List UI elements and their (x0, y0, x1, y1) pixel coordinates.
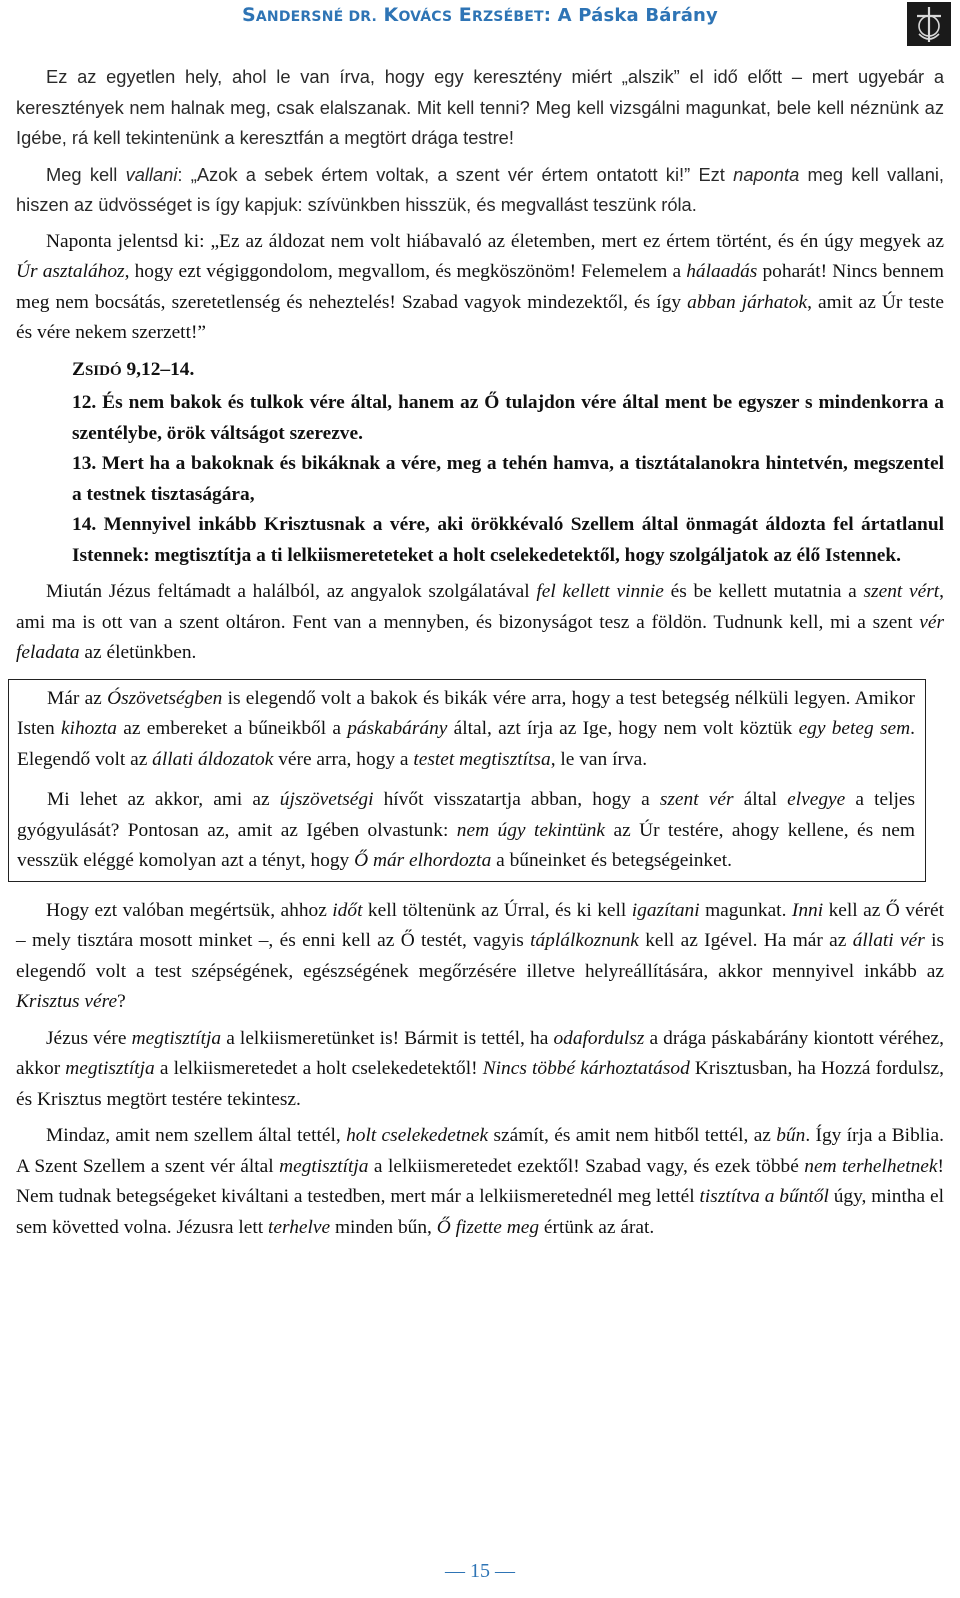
text: kell az Igével. Ha már az (638, 930, 853, 951)
emphasis: megtisztítja (65, 1058, 155, 1079)
emphasis: kihozta (60, 718, 117, 739)
boxed-section (8, 679, 926, 882)
text: kell az Ő vérét – mely tisztára mosott minket –, és enni kell az Ő testét, vagyis (16, 899, 945, 951)
emphasis: odafordulsz (553, 1027, 645, 1049)
text: által, azt írja az Ige, hogy nem volt köztük (447, 718, 799, 739)
emphasis: fel kellett vinnie (536, 581, 664, 602)
emphasis: táplálkoznunk (530, 930, 639, 951)
emphasis: időt (332, 899, 363, 921)
emphasis: testet megtisztítsa (413, 748, 551, 770)
ref-number: 9,12–14. (121, 358, 195, 380)
paragraph-7 (16, 1121, 944, 1243)
emphasis: vallani (125, 163, 178, 185)
page-content (16, 62, 944, 1249)
box-paragraph-2 (17, 785, 915, 877)
ref-book: SIDÓ (84, 362, 122, 379)
emphasis: igazítani (631, 899, 700, 921)
text: kell töltenünk az Úrral, és ki kell (362, 899, 632, 921)
text: Hogy ezt valóban megértsük, ahhoz (46, 899, 333, 921)
verse-12: 12. És nem bakok és tulkok vére által, hanem az Ő tulajdon vére által ment be egyszer s mindenkorra a szentélybe, örök váltságot szerezve. (72, 392, 944, 444)
emphasis: Ószövetségben (107, 687, 223, 709)
emphasis: Krisztus vére (16, 991, 118, 1012)
header-andersne: ANDERSNÉ DR. (255, 9, 378, 25)
text: , ami ma is ott van a szent oltáron. Fent van a mennyben, és bizonyságot tesz a földön. Tudnunk kell, mi a szent (16, 581, 944, 633)
text: , le van írva. (550, 748, 648, 770)
emphasis: abban járhatok (687, 291, 808, 313)
header-s: S (242, 4, 256, 26)
header-k: K (383, 4, 399, 26)
text: Már az (47, 687, 108, 709)
emphasis: páskabárány (347, 718, 448, 739)
ref-initial: Z (72, 358, 85, 380)
text: úgy, mintha el sem követted volna. Jézusra lett (16, 1186, 944, 1238)
text: a teljes gyógyulását? Pontosan az, amit az Igében olvastunk: (17, 789, 916, 841)
text: , hogy ezt végiggondolom, megvallom, és megköszönöm! Felemelem a (124, 261, 687, 282)
emphasis: állati áldozatok (152, 748, 274, 770)
emphasis: tisztítva a bűntől (699, 1186, 829, 1207)
emphasis: terhelve (268, 1216, 331, 1238)
verse-13: 13. Mert ha a bakoknak és bikáknak a vére, meg a tehén hamva, a tisztátalanokra hintetvén, megszentel a testnek tisztaságára, (72, 453, 944, 505)
text: számít, és amit nem hitből tettél, az (488, 1125, 777, 1146)
emphasis: elvegye (787, 789, 846, 810)
text: poharát! Nincs bennem meg nem bocsátás, szeretetlenség és neheztelés! Szabad vagyok mindezektől, és így (16, 261, 944, 313)
text: : „Azok a sebek értem voltak, a szent vér értem ontatott ki!” Ezt (177, 163, 734, 185)
text: Jézus vére (46, 1027, 132, 1049)
emphasis: bűn (776, 1125, 806, 1146)
emphasis: szent vér (659, 789, 734, 810)
header-e: E (458, 4, 472, 26)
page-number: — 15 — (445, 1560, 515, 1582)
emphasis: vér feladata (16, 611, 944, 663)
text: által (733, 789, 788, 810)
running-header (0, 4, 960, 34)
box-paragraph-1 (17, 684, 915, 776)
emphasis: naponta (733, 163, 800, 185)
text: Miután Jézus feltámadt a halálból, az angyalok szolgálatával (46, 581, 537, 602)
text: . Így írja a Biblia. A Szent Szellem a szent vér által (16, 1125, 944, 1177)
scripture-quote (72, 355, 944, 572)
emphasis: egy beteg sem (798, 718, 911, 739)
header-rzsebet: RZSÉBET (471, 9, 544, 25)
text: , amit az Úr teste és vére nekem szerzett!” (16, 291, 944, 343)
paragraph-6 (16, 1024, 944, 1116)
emphasis: újszövetségi (279, 789, 374, 810)
text: minden bűn, (330, 1216, 437, 1238)
text: értünk az árat. (539, 1216, 655, 1238)
emphasis: Inni (791, 899, 824, 921)
text: magunkat. (699, 899, 792, 921)
text: a lelkiismeretedet ezektől! Szabad vagy, és ezek többé (368, 1155, 805, 1177)
text: az embereket a bűneikből a (116, 718, 348, 739)
text: Mindaz, amit nem szellem által tettél, (46, 1125, 347, 1146)
emphasis: Nincs többé kárhoztatásod (482, 1058, 690, 1079)
header-title: : A Páska Bárány (543, 5, 718, 26)
text: és be kellett mutatnia a (663, 581, 864, 602)
header-ovacs: OVÁCS (398, 9, 453, 25)
emphasis: hálaadás (686, 261, 758, 282)
text: Meg kell (46, 163, 126, 185)
text: az életünkben. (79, 642, 197, 663)
cross-logo-icon (907, 2, 951, 46)
emphasis: nem terhelhetnek (804, 1155, 938, 1177)
text: Mi lehet az akkor, ami az (47, 789, 280, 810)
scripture-reference (72, 355, 944, 387)
emphasis: Ő már elhordozta (354, 850, 492, 871)
paragraph-1: Ez az egyetlen hely, ahol le van írva, hogy egy keresztény miért „alszik” el idő előtt – mert ugyebár a keresztények nem halnak meg, csak elalszanak. Mit kell tenni? Meg kell vizsgálni magunkat, bele kell néznünk az Igébe, rá kell tekintenünk a keresztfán a megtört drága testre! (16, 66, 944, 148)
emphasis: szent vért (863, 581, 940, 602)
text: hívőt visszatartja abban, hogy a (373, 789, 660, 810)
verse-14: 14. Mennyivel inkább Krisztusnak a vére, aki örökkévaló Szellem által önmagát áldozta fel ártatlanul Istennek: megtisztítja a ti lelkiismereteteket a holt cselekedetektől, hogy szolgáljatok az élő Istennek. (72, 514, 944, 566)
text: a lelkiismeretünket is! Bármit is tettél, ha (221, 1027, 554, 1049)
text: ! Nem tudnak betegségeket kiváltani a testedben, mert már a lelkiismeretednél meg lettél (16, 1155, 944, 1207)
emphasis: Ő fizette meg (436, 1216, 540, 1238)
text: vére arra, hogy a (273, 748, 414, 770)
paragraph-4 (16, 577, 944, 669)
text: ? (117, 991, 126, 1012)
text: Krisztusban, ha Hozzá fordulsz, és Krisztus megtört testére tekintesz. (16, 1058, 945, 1110)
text: meg kell vallani, hiszen az üdvösséget is így kapjuk: szívünkben hisszük, és megvallást teszünk róla. (16, 163, 944, 215)
emphasis: holt cselekedetnek (346, 1125, 489, 1146)
emphasis: megtisztítja (131, 1027, 222, 1049)
text: az Úr testére, ahogy kellene, és nem vesszük eléggé komolyan azt a tényt, hogy (17, 819, 915, 871)
text: is elegendő volt a test szépségének, egészségének megőrzésére illetve helyreállítására, akkor mennyivel inkább az (16, 930, 945, 982)
emphasis: nem úgy tekintünk (456, 819, 606, 841)
text: a lelkiismeretedet a holt cselekedetektől! (154, 1058, 483, 1079)
text: a drága páskabárány kiontott véréhez, akkor (16, 1027, 944, 1079)
text: Naponta jelentsd ki: „Ez az áldozat nem volt hiábavaló az életemben, mert ez értem történt, és én úgy megyek az (46, 230, 944, 252)
text: . Elegendő volt az (17, 718, 915, 770)
text: a bűneinket és betegségeinket. (491, 850, 732, 871)
emphasis: megtisztítja (279, 1155, 369, 1177)
emphasis: állati vér (852, 930, 925, 951)
text: is elegendő volt a bakok és bikák vére arra, hogy a test betegség nélküli legyen. Amikor Isten (17, 687, 916, 739)
paragraph-2 (16, 160, 944, 221)
emphasis: Úr asztalához (16, 261, 125, 282)
paragraph-5 (16, 896, 944, 1018)
paragraph-3 (16, 227, 944, 349)
